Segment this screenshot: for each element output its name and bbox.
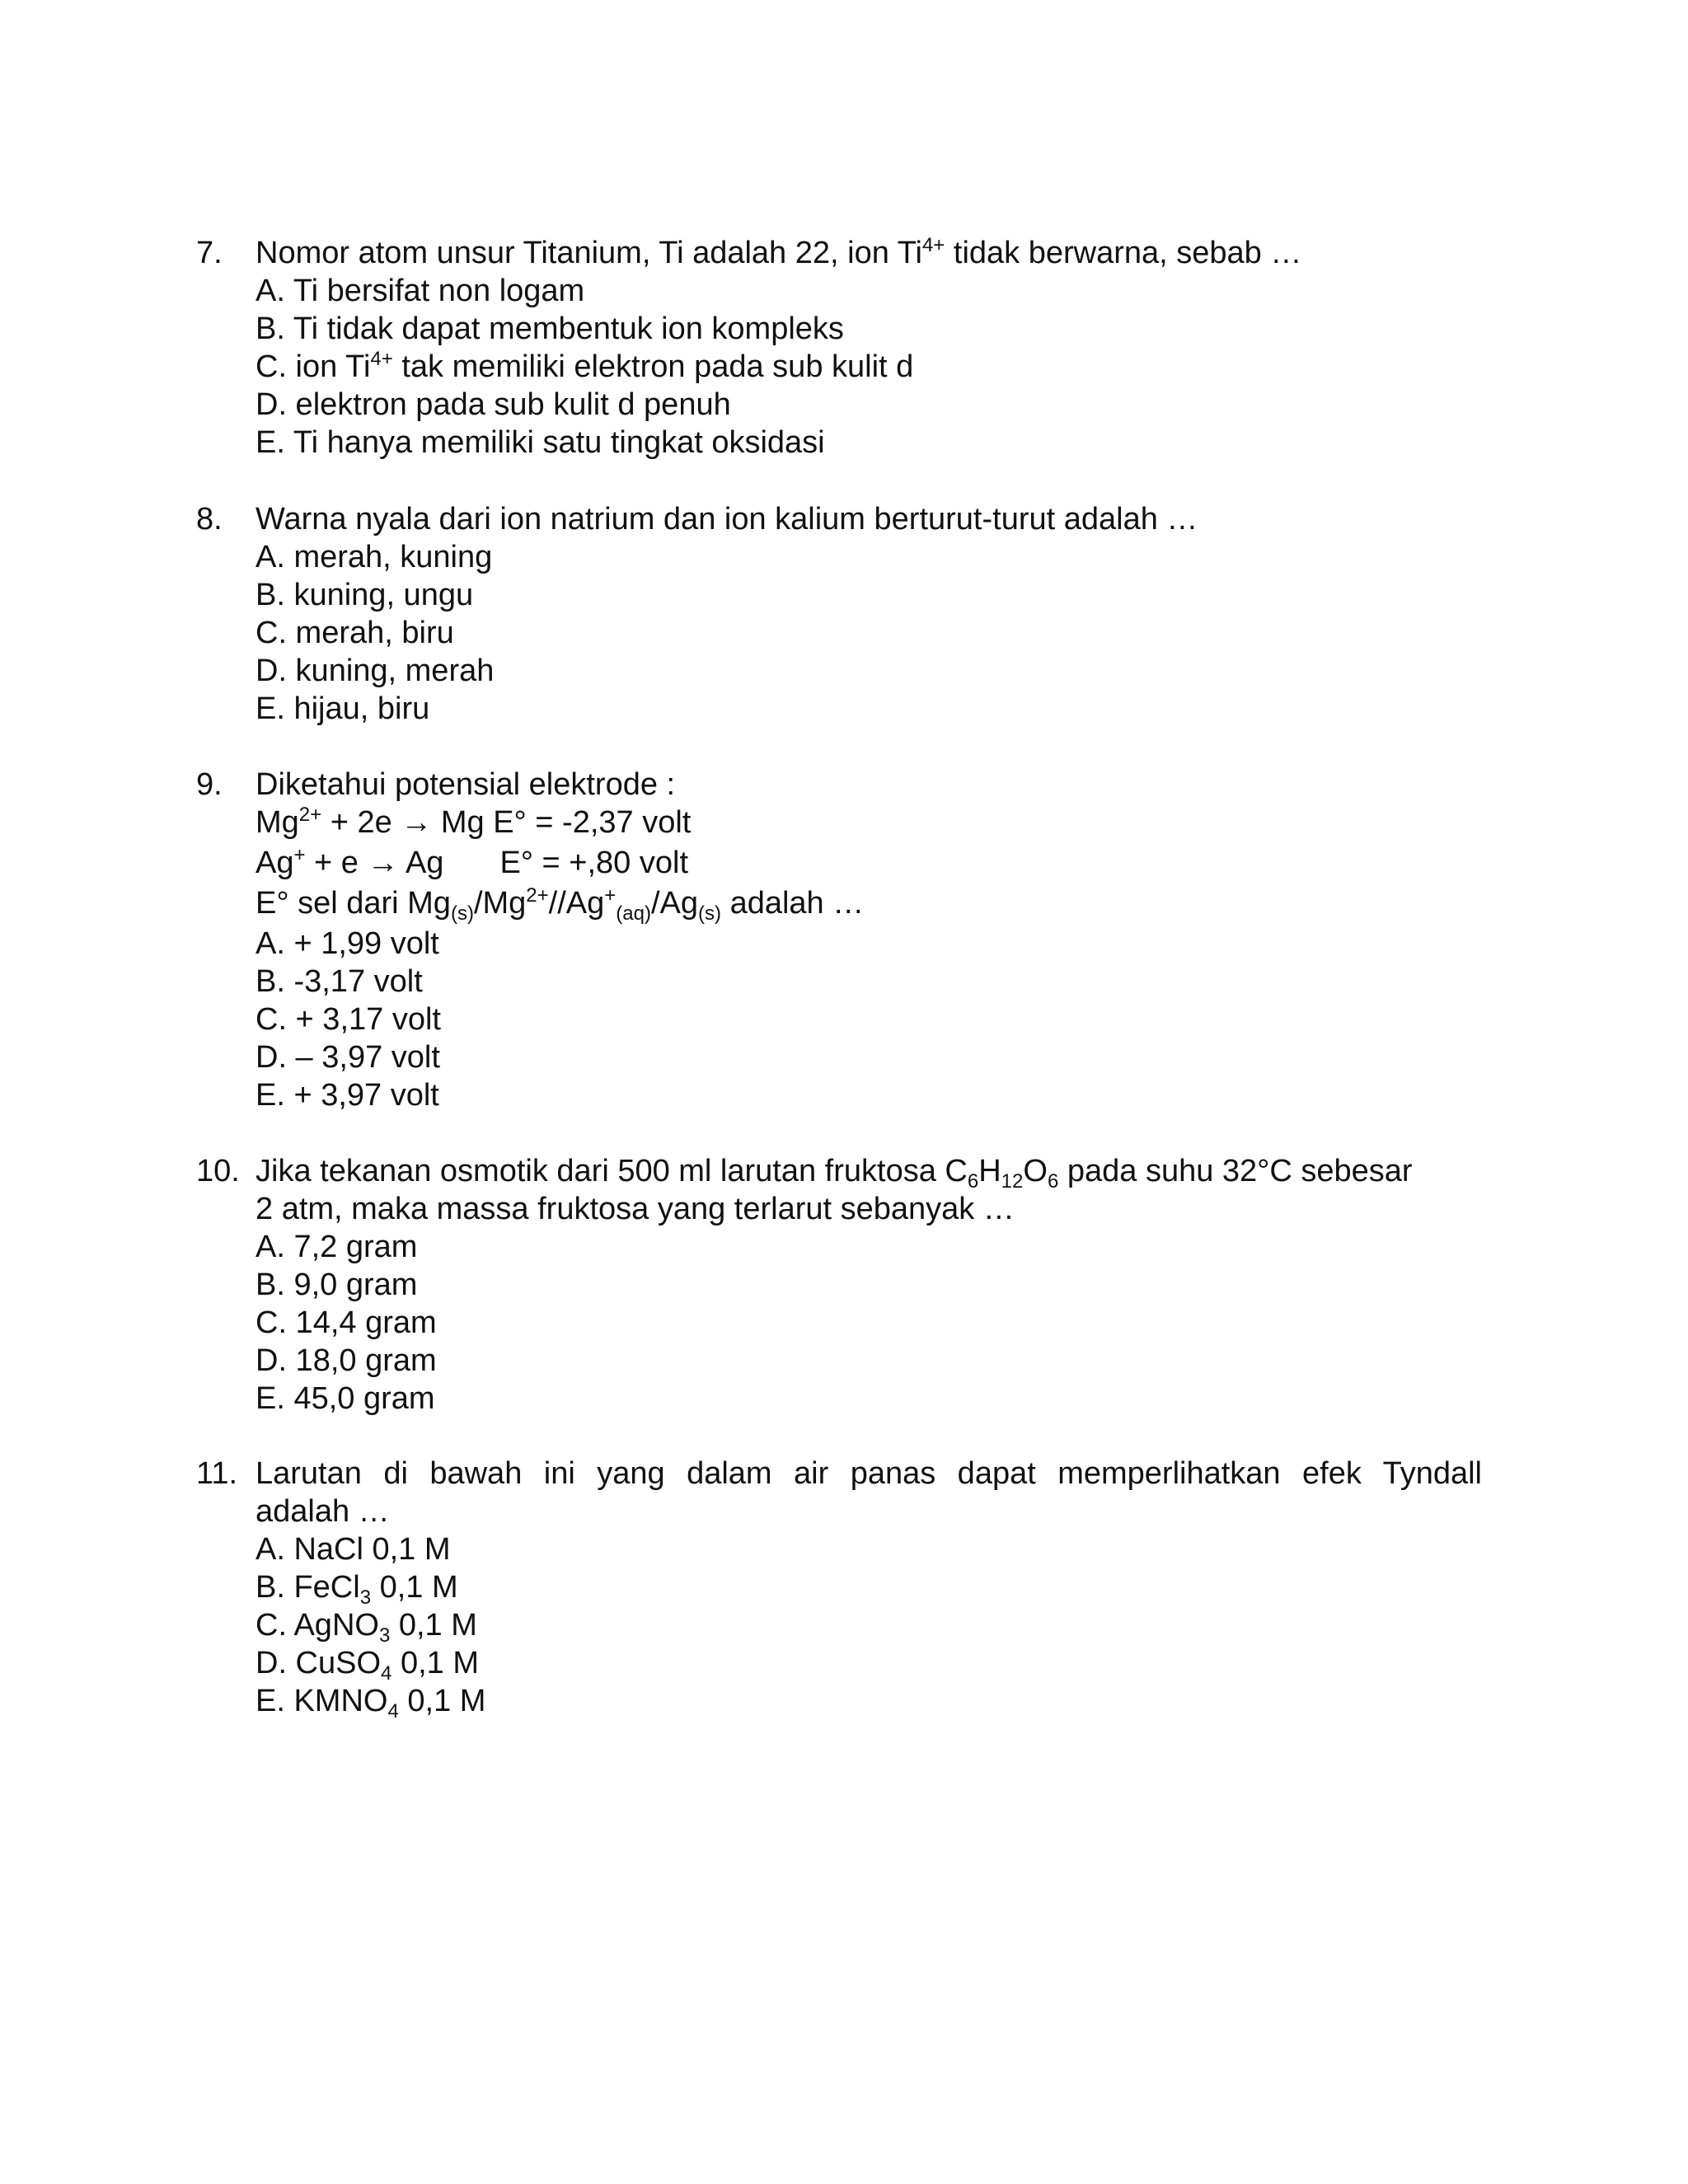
cell-text: //Ag — [548, 886, 605, 921]
stem-text: O — [1023, 1154, 1048, 1188]
reaction-potential: E° = +,80 volt — [499, 846, 689, 880]
question-stem: Diketahui potensial elektrode : — [256, 767, 676, 802]
option-e: E. hijau, biru — [256, 691, 430, 726]
stem-text: H — [978, 1154, 1001, 1188]
question-body — [256, 1455, 1482, 1720]
option-c: C. 14,4 gram — [256, 1305, 437, 1340]
option-text: 0,1 M — [398, 1684, 486, 1718]
question-number: 9. — [196, 767, 223, 802]
question-stem-continued: adalah … — [256, 1494, 390, 1529]
stem-subscript: 6 — [1047, 1170, 1059, 1193]
cell-subscript: (s) — [450, 902, 474, 925]
question-stem — [256, 234, 1482, 272]
stem-text: Nomor atom unsur Titanium, Ti adalah 22, ion Ti — [256, 236, 922, 270]
stem-superscript: 4+ — [921, 234, 945, 256]
cell-text: E° sel dari Mg — [256, 886, 451, 921]
question-9 — [196, 766, 1482, 1114]
option-a: A. + 1,99 volt — [256, 926, 439, 961]
option-c: C. merah, biru — [256, 616, 454, 650]
option-d: D. elektron pada sub kulit d penuh — [256, 387, 731, 422]
option-b: B. 9,0 gram — [256, 1268, 418, 1302]
cell-text: adalah … — [721, 886, 865, 921]
option-text: B. FeCl — [256, 1570, 360, 1605]
option-c: C. + 3,17 volt — [256, 1002, 441, 1037]
question-body — [256, 500, 1482, 728]
reaction-text: + 2e → Mg E° = -2,37 volt — [321, 805, 692, 840]
question-7 — [196, 234, 1482, 462]
option-text: E. KMNO — [256, 1684, 388, 1718]
cell-superscript: + — [604, 884, 617, 907]
question-stem — [256, 1152, 1482, 1193]
option-d — [256, 1644, 1482, 1685]
option-c — [256, 1606, 1482, 1647]
option-text: 0,1 M — [392, 1646, 480, 1680]
option-a: A. Ti bersifat non logam — [256, 274, 585, 308]
option-subscript: 4 — [381, 1662, 392, 1685]
cell-text: /Ag — [650, 886, 699, 921]
stem-text: pada suhu 32°C sebesar — [1058, 1154, 1413, 1188]
option-d: D. 18,0 gram — [256, 1343, 437, 1378]
question-10 — [196, 1152, 1482, 1418]
option-text: C. AgNO — [256, 1608, 379, 1643]
option-b: B. Ti tidak dapat membentuk ion kompleks — [256, 312, 844, 346]
question-body — [256, 766, 1482, 1114]
stem-text: tidak berwarna, sebab … — [945, 236, 1302, 270]
option-b — [256, 1568, 1482, 1609]
reaction-ag — [256, 844, 1482, 884]
option-subscript: 4 — [387, 1700, 399, 1722]
option-b: B. kuning, ungu — [256, 578, 474, 612]
question-stem: Warna nyala dari ion natrium dan ion kalium berturut-turut adalah … — [256, 502, 1198, 537]
question-number: 10. — [196, 1154, 240, 1188]
question-stem-continued: 2 atm, maka massa fruktosa yang terlarut sebanyak … — [256, 1192, 1015, 1226]
option-subscript: 3 — [378, 1624, 391, 1647]
option-d: D. kuning, merah — [256, 654, 495, 688]
option-e: E. + 3,97 volt — [256, 1078, 439, 1113]
question-number: 7. — [196, 236, 223, 270]
option-text: C. ion Ti — [256, 349, 371, 384]
question-stem: Larutan di bawah ini yang dalam air panas dapat memperlihatkan efek Tyndall — [256, 1456, 1482, 1491]
option-a: A. merah, kuning — [256, 540, 493, 574]
cell-subscript: (s) — [698, 902, 722, 925]
option-a: A. NaCl 0,1 M — [256, 1532, 451, 1567]
option-text: 0,1 M — [390, 1608, 477, 1643]
option-subscript: 3 — [359, 1586, 372, 1609]
question-number: 8. — [196, 502, 223, 537]
stem-text: Jika tekanan osmotik dari 500 ml larutan fruktosa C — [256, 1154, 968, 1188]
reaction-text: Ag — [256, 846, 294, 880]
option-superscript: 4+ — [370, 348, 393, 370]
option-text: 0,1 M — [371, 1570, 458, 1605]
option-e: E. Ti hanya memiliki satu tingkat oksidasi — [256, 425, 825, 460]
question-body — [256, 234, 1482, 462]
reaction-text: + e → Ag — [305, 846, 444, 880]
reaction-superscript: 2+ — [298, 804, 322, 826]
question-11 — [196, 1455, 1482, 1720]
option-text: tak memiliki elektron pada sub kulit d — [392, 349, 914, 384]
option-a: A. 7,2 gram — [256, 1230, 418, 1264]
reaction-superscript: + — [293, 844, 306, 866]
reaction-text: Mg — [256, 805, 299, 840]
option-b: B. -3,17 volt — [256, 964, 423, 999]
option-e: E. 45,0 gram — [256, 1381, 435, 1416]
cell-notation — [256, 884, 1482, 925]
cell-superscript: 2+ — [526, 884, 549, 907]
cell-subscript: (aq) — [616, 902, 651, 925]
stem-subscript: 6 — [967, 1170, 979, 1193]
option-d: D. – 3,97 volt — [256, 1040, 440, 1075]
question-8 — [196, 500, 1482, 728]
reaction-mg — [256, 804, 1482, 844]
question-body — [256, 1152, 1482, 1418]
cell-text: /Mg — [473, 886, 527, 921]
question-number: 11. — [196, 1456, 238, 1491]
stem-subscript: 12 — [1001, 1170, 1024, 1193]
option-e — [256, 1682, 1482, 1720]
option-c — [256, 348, 1482, 386]
option-text: D. CuSO — [256, 1646, 382, 1680]
